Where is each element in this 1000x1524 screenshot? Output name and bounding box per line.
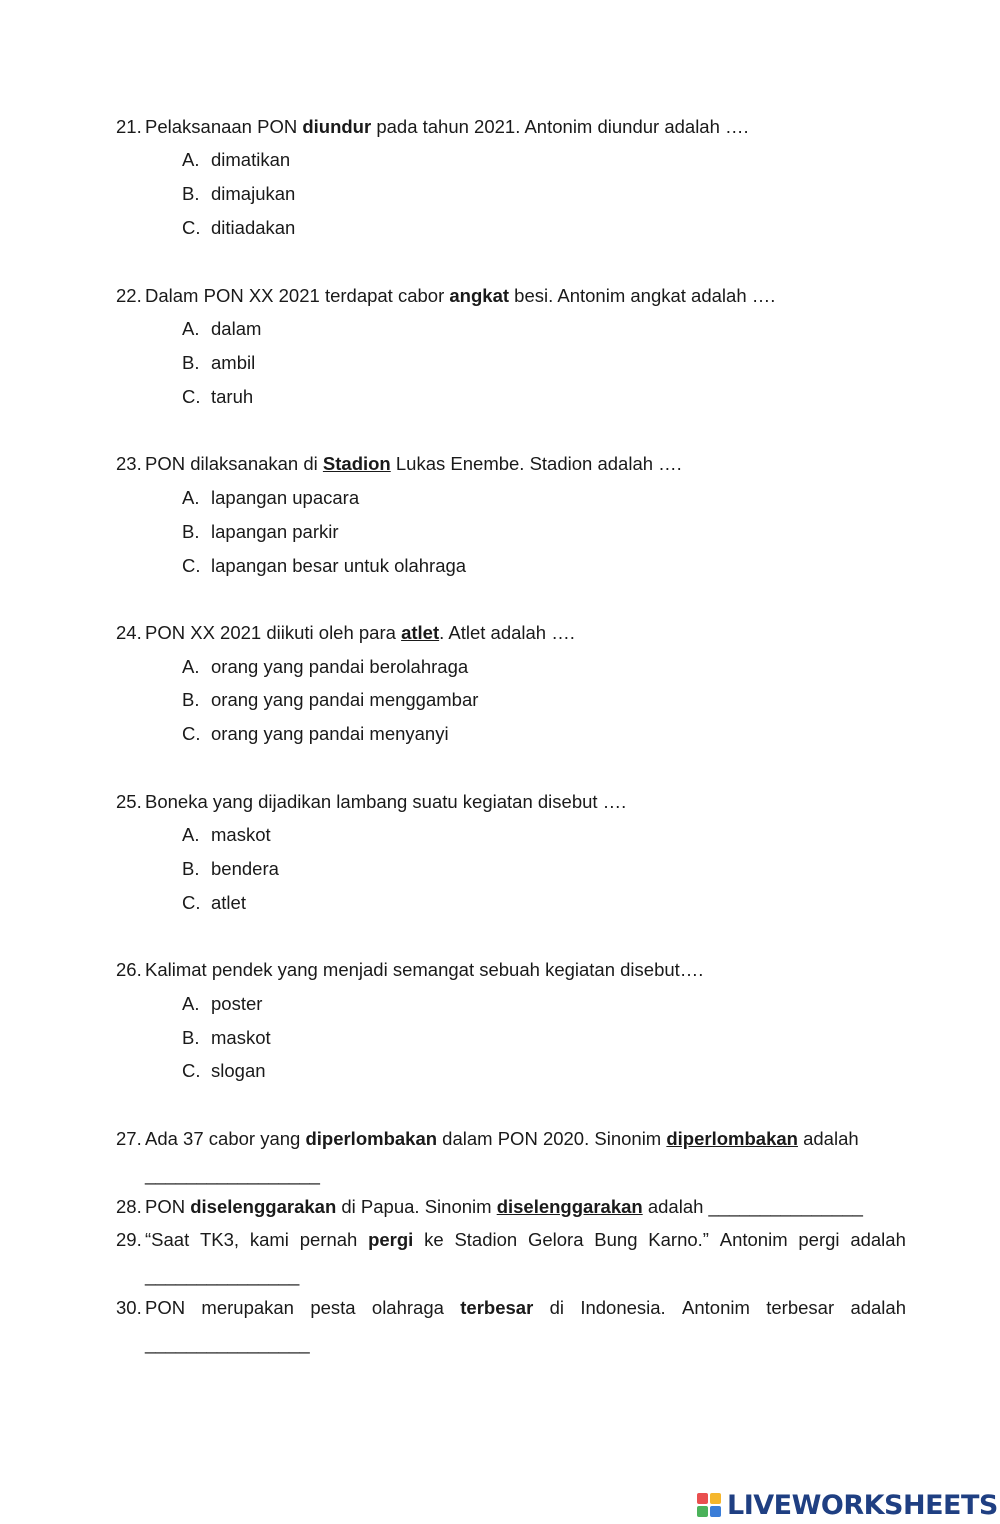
question-30: 30. PON merupakan pesta olahraga terbesar di Indonesia. Antonim terbesar adalah [116,1297,906,1318]
question-30-text: PON merupakan pesta olahraga terbesar di Indonesia. Antonim terbesar adalah [145,1297,906,1318]
question-27: 27. Ada 37 cabor yang diperlombakan dalam PON 2020. Sinonim diperlombakan adalah [116,1128,859,1149]
option-24-b[interactable]: B. orang yang pandai menggambar [182,689,479,710]
option-26-a[interactable]: A. poster [182,993,263,1014]
liveworksheets-logo [697,1489,998,1521]
option-25-c[interactable]: C. atlet [182,892,246,913]
answer-blank-30[interactable]: ________________ [145,1333,310,1354]
logo-square-green [697,1506,708,1517]
option-24-c[interactable]: C. orang yang pandai menyanyi [182,723,449,744]
option-21-c[interactable]: C. ditiadakan [182,217,296,238]
option-24-a[interactable]: A. orang yang pandai berolahraga [182,656,469,677]
logo-square-blue [710,1506,721,1517]
answer-blank-29[interactable]: _______________ [145,1265,300,1286]
question-25: 25. Boneka yang dijadikan lambang suatu kegiatan disebut …. [116,791,627,812]
option-25-a[interactable]: A. maskot [182,824,271,845]
option-26-c[interactable]: C. slogan [182,1060,266,1081]
liveworksheets-brand-text: LIVEWORKSHEETS [727,1489,998,1521]
option-25-b[interactable]: B. bendera [182,858,279,879]
question-21: 21. Pelaksanaan PON diundur pada tahun 2021. Antonim diundur adalah …. [116,116,749,137]
option-21-a[interactable]: A. dimatikan [182,149,291,170]
question-22: 22. Dalam PON XX 2021 terdapat cabor angkat besi. Antonim angkat adalah …. [116,285,776,306]
question-28: 28. PON diselenggarakan di Papua. Sinonim diselenggarakan adalah _______________ [116,1196,863,1217]
question-24: 24. PON XX 2021 diikuti oleh para atlet. Atlet adalah …. [116,622,575,643]
logo-square-red [697,1493,708,1504]
question-26: 26. Kalimat pendek yang menjadi semangat sebuah kegiatan disebut…. [116,959,704,980]
liveworksheets-logo-icon [697,1493,721,1517]
answer-blank-27[interactable]: _________________ [145,1164,320,1185]
option-21-b[interactable]: B. dimajukan [182,183,296,204]
option-22-c[interactable]: C. taruh [182,386,254,407]
option-26-b[interactable]: B. maskot [182,1027,271,1048]
option-23-b[interactable]: B. lapangan parkir [182,521,339,542]
option-22-b[interactable]: B. ambil [182,352,256,373]
option-22-a[interactable]: A. dalam [182,318,262,339]
question-29-text: “Saat TK3, kami pernah pergi ke Stadion Gelora Bung Karno.” Antonim pergi adalah [145,1229,906,1250]
question-23: 23. PON dilaksanakan di Stadion Lukas Enembe. Stadion adalah …. [116,453,682,474]
option-23-a[interactable]: A. lapangan upacara [182,487,360,508]
logo-square-yellow [710,1493,721,1504]
option-23-c[interactable]: C. lapangan besar untuk olahraga [182,555,467,576]
question-29: 29. “Saat TK3, kami pernah pergi ke Stadion Gelora Bung Karno.” Antonim pergi adalah [116,1229,906,1250]
